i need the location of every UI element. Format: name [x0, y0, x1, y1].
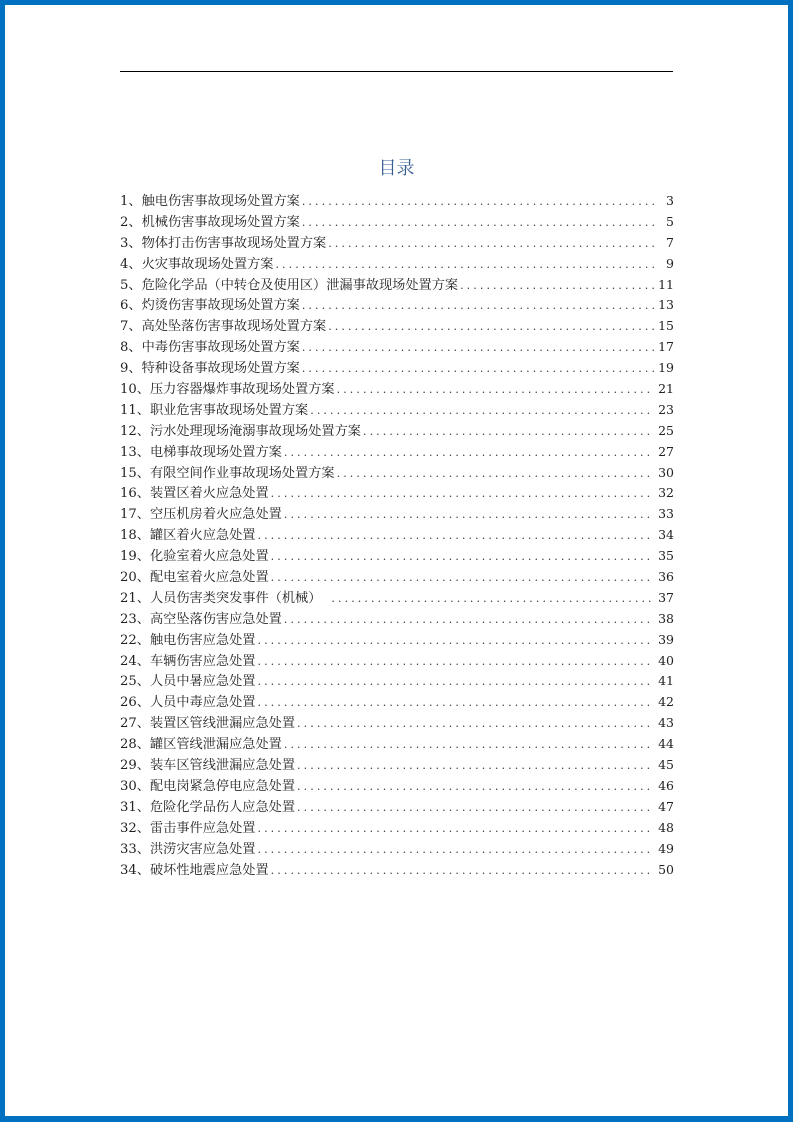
dot-leader: [271, 484, 654, 504]
toc-entry-label: 8、中毒伤害事故现场处置方案: [120, 340, 300, 356]
dot-leader: [302, 213, 656, 233]
toc-entry-label: 22、触电伤害应急处置: [120, 632, 256, 648]
toc-entry-label: 13、电梯事故现场处置方案: [120, 444, 282, 460]
dot-leader: [284, 443, 654, 463]
toc-entry-label: 23、高空坠落伤害应急处置: [120, 611, 282, 627]
dot-leader: [257, 631, 654, 651]
toc-entry-page: 48: [658, 819, 674, 835]
toc-entry-label: 26、人员中毒应急处置: [120, 695, 256, 711]
toc-entry-label: 29、装车区管线泄漏应急处置: [120, 758, 296, 774]
toc-entry-page: 21: [658, 381, 674, 397]
toc-entry-page: 46: [658, 777, 674, 793]
toc-entry-page: 47: [658, 798, 674, 814]
dot-leader: [302, 338, 654, 358]
toc-entry-page: 50: [658, 861, 674, 877]
dot-leader: [337, 380, 655, 400]
toc-entry-page: 3: [666, 193, 674, 208]
toc-entry[interactable]: [120, 295, 674, 316]
toc-entry[interactable]: [120, 442, 674, 463]
header-rule: [120, 71, 673, 72]
dot-leader: [257, 672, 654, 692]
dot-leader: [257, 526, 654, 546]
toc-entry-page: 37: [658, 589, 674, 605]
toc-entry-page: 36: [658, 569, 674, 585]
toc-entry-page: 45: [658, 757, 674, 773]
toc-entry-label: 33、洪涝灾害应急处置: [120, 841, 256, 857]
toc-entry-page: 27: [658, 443, 674, 459]
toc-entry-label: 32、雷击事件应急处置: [120, 820, 256, 836]
toc-entry-label: 25、人员中暑应急处置: [120, 674, 256, 690]
toc-entry[interactable]: [120, 212, 674, 233]
toc-entry-label: 9、特种设备事故现场处置方案: [120, 361, 300, 377]
toc-entry-page: 17: [658, 339, 674, 355]
dot-leader: [284, 505, 654, 525]
toc-entry-label: 7、高处坠落伤害事故现场处置方案: [120, 319, 327, 335]
toc-entry[interactable]: [120, 860, 674, 881]
toc-entry[interactable]: [120, 567, 674, 588]
toc-entry-page: 40: [658, 652, 674, 668]
dot-leader: [337, 464, 655, 484]
toc-entry-label: 2、机械伤害事故现场处置方案: [120, 214, 300, 230]
toc-entry[interactable]: [120, 839, 674, 860]
dot-leader: [257, 819, 654, 839]
toc-entry-page: 15: [658, 318, 674, 334]
toc-entry-page: 33: [658, 506, 674, 522]
toc-entry-page: 41: [658, 673, 674, 689]
toc-entry[interactable]: [120, 504, 674, 525]
toc-entry-label: 11、职业危害事故现场处置方案: [120, 402, 309, 418]
toc-entry[interactable]: [120, 254, 674, 275]
toc-entry-page: 42: [658, 694, 674, 710]
toc-entry-page: 39: [658, 631, 674, 647]
toc-entry-label: 27、装置区管线泄漏应急处置: [120, 716, 296, 732]
toc-entry[interactable]: [120, 546, 674, 567]
dot-leader: [297, 714, 654, 734]
toc-entry-label: 10、压力容器爆炸事故现场处置方案: [120, 382, 335, 398]
dot-leader: [257, 840, 654, 860]
toc-entry[interactable]: [120, 734, 674, 755]
toc-entry-page: 11: [658, 276, 674, 292]
toc-entry[interactable]: [120, 463, 674, 484]
toc-entry[interactable]: [120, 316, 674, 337]
toc-entry[interactable]: [120, 651, 674, 672]
toc-list: [120, 191, 674, 880]
toc-entry-page: 9: [666, 255, 674, 271]
toc-entry-label: 4、火灾事故现场处置方案: [120, 256, 274, 272]
dot-leader: [297, 756, 654, 776]
dot-leader: [271, 568, 654, 588]
dot-leader: [302, 359, 654, 379]
toc-entry-page: 30: [658, 464, 674, 480]
toc-title: 目录: [378, 158, 415, 179]
toc-entry[interactable]: [120, 797, 674, 818]
toc-entry[interactable]: [120, 421, 674, 442]
dot-leader: [297, 798, 654, 818]
dot-leader: [328, 317, 654, 337]
toc-entry[interactable]: [120, 588, 674, 609]
toc-entry-label: 3、物体打击伤害事故现场处置方案: [120, 235, 327, 251]
toc-entry[interactable]: [120, 379, 674, 400]
toc-entry-label: 6、灼烫伤害事故现场处置方案: [120, 298, 300, 314]
toc-entry[interactable]: [120, 671, 674, 692]
dot-leader: [257, 693, 654, 713]
toc-entry-label: 15、有限空间作业事故现场处置方案: [120, 465, 335, 481]
toc-entry-label: 28、罐区管线泄漏应急处置: [120, 737, 282, 753]
dot-leader: [275, 255, 656, 275]
toc-entry[interactable]: [120, 400, 674, 421]
toc-entry-page: 7: [666, 234, 674, 250]
toc-entry-label: 1、触电伤害事故现场处置方案: [120, 194, 300, 209]
toc-entry[interactable]: [120, 275, 674, 296]
toc-entry[interactable]: [120, 713, 674, 734]
toc-entry-page: 43: [658, 715, 674, 731]
toc-entry[interactable]: [120, 692, 674, 713]
toc-entry-label: 24、车辆伤害应急处置: [120, 653, 256, 669]
toc-entry-label: 34、破坏性地震应急处置: [120, 862, 269, 878]
toc-entry-page: 35: [658, 548, 674, 564]
toc-entry-label: 18、罐区着火应急处置: [120, 528, 256, 544]
dot-leader: [271, 861, 654, 881]
toc-entry-label: 19、化验室着火应急处置: [120, 549, 269, 565]
dot-leader: [284, 610, 654, 630]
toc-entry-page: 23: [658, 401, 674, 417]
toc-entry[interactable]: [120, 525, 674, 546]
toc-entry-page: 5: [666, 213, 674, 229]
toc-entry[interactable]: [120, 483, 674, 504]
dot-leader: [302, 296, 654, 316]
toc-entry-page: 38: [658, 610, 674, 626]
toc-entry-page: 34: [658, 527, 674, 543]
toc-entry-page: 13: [658, 297, 674, 313]
dot-leader: [284, 735, 654, 755]
dot-leader: [302, 192, 656, 212]
toc-entry[interactable]: [120, 609, 674, 630]
toc-entry-page: 19: [658, 360, 674, 376]
dot-leader: [297, 777, 654, 797]
toc-entry-page: 25: [658, 422, 674, 438]
toc-entry-label: 12、污水处理现场淹溺事故现场处置方案: [120, 423, 361, 439]
toc-entry-label: 30、配电岗紧急停电应急处置: [120, 778, 296, 794]
toc-entry[interactable]: [120, 191, 674, 212]
dot-leader: [460, 276, 654, 296]
dot-leader: [310, 401, 654, 421]
toc-entry-label: 20、配电室着火应急处置: [120, 570, 269, 586]
toc-entry-label: 17、空压机房着火应急处置: [120, 507, 282, 523]
toc-entry[interactable]: [120, 755, 674, 776]
toc-entry-label: 16、装置区着火应急处置: [120, 486, 269, 502]
toc-entry[interactable]: [120, 358, 674, 379]
toc-entry-page: 32: [658, 485, 674, 501]
toc-entry-page: 44: [658, 736, 674, 752]
toc-entry-label: 21、人员伤害类突发事件（机械）: [120, 590, 322, 606]
toc-entry[interactable]: [120, 233, 674, 254]
toc-entry[interactable]: [120, 776, 674, 797]
toc-entry-page: 49: [658, 840, 674, 856]
dot-leader: [328, 234, 656, 254]
toc-entry[interactable]: [120, 337, 674, 358]
dot-leader: [271, 547, 654, 567]
dot-leader: [363, 422, 654, 442]
toc-entry[interactable]: [120, 818, 674, 839]
toc-entry[interactable]: [120, 630, 674, 651]
dot-leader: [257, 652, 654, 672]
toc-entry-label: 31、危险化学品伤人应急处置: [120, 799, 296, 815]
dot-leader: [331, 589, 654, 609]
toc-entry-label: 5、危险化学品（中转仓及使用区）泄漏事故现场处置方案: [120, 277, 459, 293]
